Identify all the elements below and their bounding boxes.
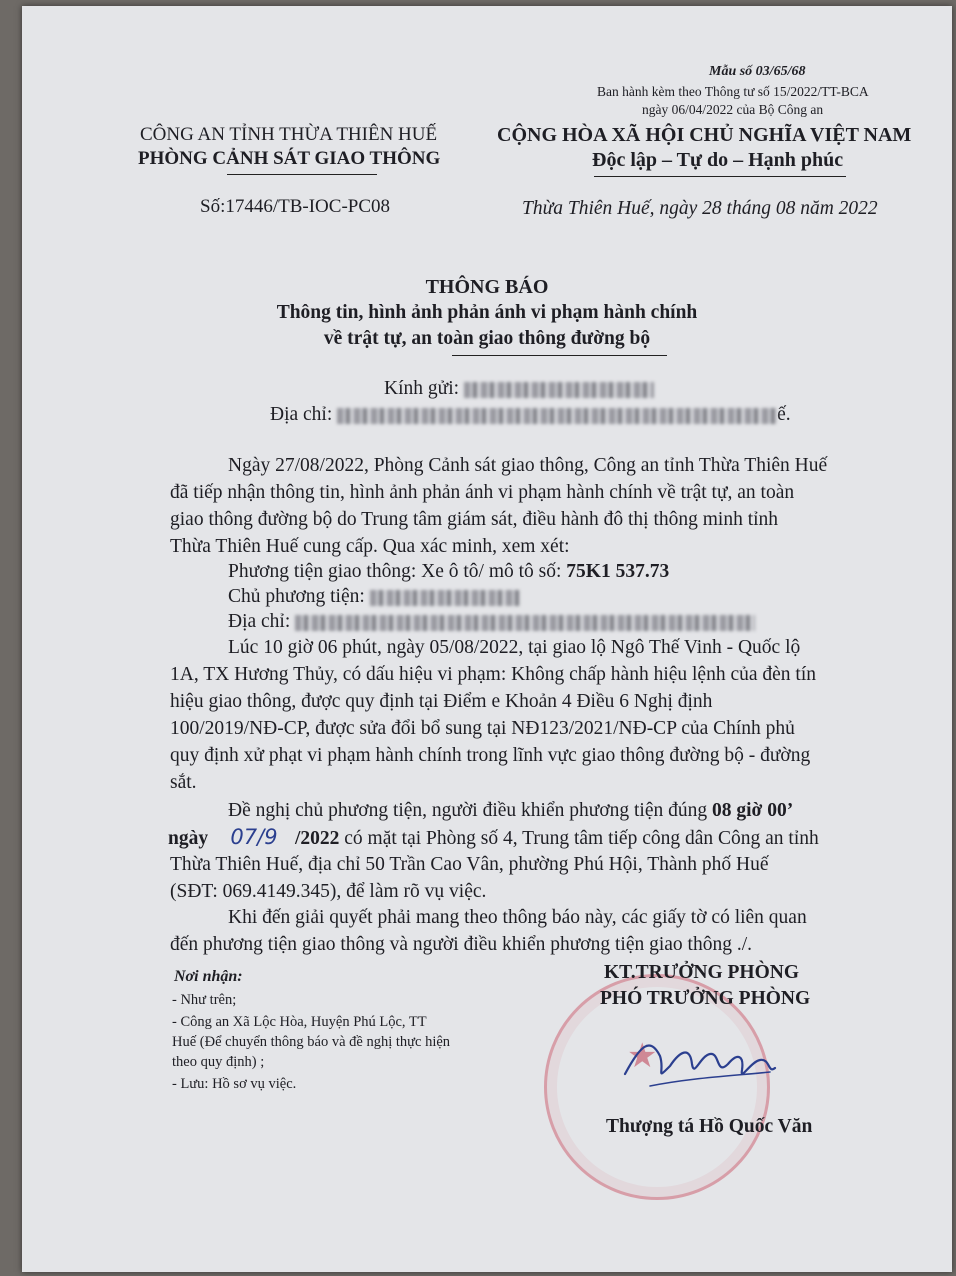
para2-line3: hiệu giao thông, được quy định tại Điểm e Khoản 4 Điều 6 Nghị định [170,691,713,712]
form-issued-date: ngày 06/04/2022 của Bộ Công an [642,102,824,117]
para2-line5: quy định xử phạt vi phạm hành chính trong lĩnh vực giao thông đường bộ - đường [170,745,811,766]
doc-subtitle-2: về trật tự, an toàn giao thông đường bộ [323,328,651,349]
recipients-item2-line3: theo quy định) ; [172,1054,265,1070]
recipients-item2-line1: - Công an Xã Lộc Hòa, Huyện Phú Lộc, TT [172,1014,427,1030]
seal-star-icon: ★ [627,1038,658,1075]
signature-stroke [625,1046,775,1074]
para1-line2: đã tiếp nhận thông tin, hình ảnh phản ánh vi phạm hành chính về trật tự, an toàn [170,482,795,503]
nation-title: CỘNG HÒA XÃ HỘI CHỦ NGHĨA VIỆT NAM [497,124,912,146]
appointment-day-label: ngày [168,828,209,849]
owner-address-label: Địa chỉ: [228,611,291,632]
para2-line4: 100/2019/NĐ-CP, được sửa đổi bổ sung tại NĐ123/2021/NĐ-CP của Chính phủ [170,718,795,739]
recipients-item1: - Như trên; [172,992,237,1008]
recipients-item2-line2: Huế (Để chuyển thông báo và đề nghị thực hiện [172,1034,451,1050]
para1-line1: Ngày 27/08/2022, Phòng Cảnh sát giao thông, Công an tỉnh Thừa Thiên Huế [228,455,828,476]
doc-title: THÔNG BÁO [425,276,549,298]
doc-subtitle-1: Thông tin, hình ảnh phản ánh vi phạm hành chính [276,302,698,323]
para1-line4: Thừa Thiên Huế cung cấp. Qua xác minh, xem xét: [170,536,570,557]
agency-line2: PHÒNG CẢNH SÁT GIAO THÔNG [138,148,441,169]
redacted-owner-address [295,615,755,631]
handwritten-signature [620,1026,780,1096]
para3-line1: Đề nghị chủ phương tiện, người điều khiển phương tiện đúng [228,800,712,821]
redacted-recipient-name [464,382,654,398]
para3-line2-rest: có mặt tại Phòng số 4, Trung tâm tiếp công dân Công an tỉnh [339,828,819,849]
para2-line6: sắt. [170,772,197,793]
owner-label: Chủ phương tiện: [228,586,365,607]
form-issued-by: Ban hành kèm theo Thông tư số 15/2022/TT-BCA [597,84,869,99]
vehicle-plate: 75K1 537.73 [566,561,670,582]
agency-underline [227,174,377,175]
para2-line1: Lúc 10 giờ 06 phút, ngày 05/08/2022, tại giao lộ Ngô Thế Vinh - Quốc lộ [228,637,801,658]
agency-line1: CÔNG AN TỈNH THỪA THIÊN HUẾ [140,124,438,145]
para4-line1: Khi đến giải quyết phải mang theo thông báo này, các giấy tờ có liên quan [228,907,807,928]
title-underline [452,355,667,356]
issue-date: Thừa Thiên Huế, ngày 28 tháng 08 năm 2022 [522,198,878,219]
recipients-item3: - Lưu: Hồ sơ vụ việc. [172,1076,297,1092]
appointment-day-handwritten: 07/9 [230,825,278,849]
redacted-recipient-address [337,408,777,424]
para3-line3: Thừa Thiên Huế, địa chỉ 50 Trần Cao Vân, phường Phú Hội, Thành phố Huế [170,854,769,875]
recipients-heading: Nơi nhận: [174,968,243,985]
redacted-owner-name [370,590,520,606]
signature-title-2: PHÓ TRƯỞNG PHÒNG [600,988,811,1009]
para3-line4: (SĐT: 069.4149.345), để làm rõ vụ việc. [170,881,487,902]
to-label: Kính gửi: [384,378,460,399]
appointment-time: 08 giờ 00’ [712,800,794,821]
appointment-year: /2022 [294,828,340,849]
document-number: Số:17446/TB-IOC-PC08 [200,196,391,217]
address-suffix: ế. [777,404,791,425]
signature-underline-stroke [650,1072,770,1086]
para4-line2: đến phương tiện giao thông và người điều khiển phương tiện giao thông ./. [170,934,753,955]
vehicle-label: Phương tiện giao thông: Xe ô tô/ mô tô số: [228,561,567,582]
address-label: Địa chỉ: [270,404,333,425]
para2-line2: 1A, TX Hương Thủy, có dấu hiệu vi phạm: Không chấp hành hiệu lệnh của đèn tín [170,664,817,685]
motto-underline [594,176,846,177]
nation-motto: Độc lập – Tự do – Hạnh phúc [592,149,844,171]
document-page [22,6,952,1272]
form-number: Mẫu số 03/65/68 [709,64,806,79]
signature-title-1: KT.TRƯỞNG PHÒNG [604,962,799,983]
para1-line3: giao thông đường bộ do Trung tâm giám sát, điều hành đô thị thông minh tỉnh [170,509,779,530]
signer-name: Thượng tá Hồ Quốc Văn [606,1116,813,1137]
